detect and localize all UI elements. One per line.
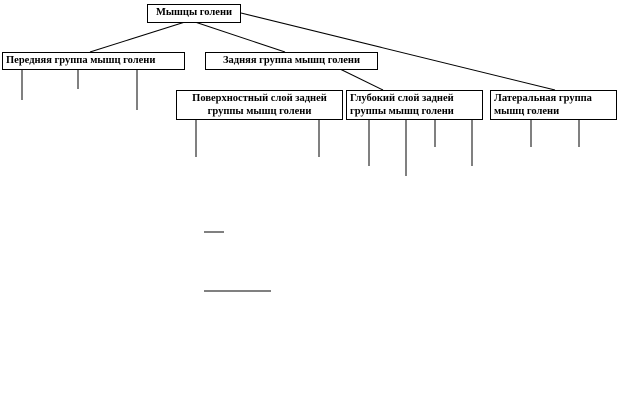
node-lateral-group: Латеральная группа мышц голени: [490, 90, 617, 120]
edge-root-posterior: [195, 22, 285, 52]
node-leg-muscles: Мышцы голени: [147, 4, 241, 23]
node-anterior-group: Передняя группа мышц голени: [2, 52, 185, 70]
node-posterior-superficial-layer: Поверхностный слой задней группы мышц голени: [176, 90, 343, 120]
node-posterior-group: Задняя группа мышц голени: [205, 52, 378, 70]
node-posterior-deep-layer: Глубокий слой задней группы мышц голени: [346, 90, 483, 120]
edge-posterior-deep: [340, 69, 383, 90]
edge-root-anterior: [90, 22, 185, 52]
